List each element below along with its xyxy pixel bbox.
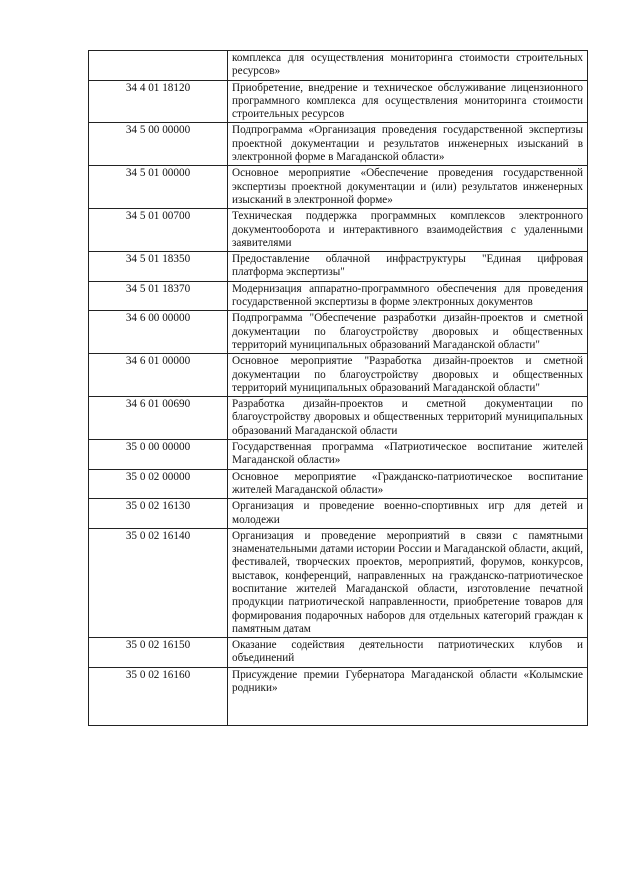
code-cell: 34 5 01 18370 (89, 281, 228, 311)
name-cell: Подпрограмма «Организация проведения государственной экспертизы проектной документации и результатов инженерных изысканий в электронной форме в Магаданской области» (228, 123, 588, 166)
name-cell: Основное мероприятие "Разработка дизайн-проектов и сметной документации по благоустройству дворовых и общественных территорий муниципальных образований Магаданской области" (228, 354, 588, 397)
table-row (89, 123, 588, 166)
name-cell: Предоставление облачной инфраструктуры "Единая цифровая платформа экспертизы" (228, 252, 588, 282)
budget-classification-table (88, 50, 588, 726)
name-cell: Оказание содействия деятельности патриотических клубов и объединений (228, 638, 588, 668)
code-cell: 35 0 02 16160 (89, 667, 228, 725)
table-row (89, 166, 588, 209)
name-cell: Модернизация аппаратно-программного обеспечения для проведения государственной экспертизы в форме электронных документов (228, 281, 588, 311)
table-row (89, 281, 588, 311)
table-row (89, 469, 588, 499)
code-cell: 34 5 01 00700 (89, 209, 228, 252)
code-cell: 35 0 02 16140 (89, 528, 228, 637)
name-cell: комплекса для осуществления мониторинга стоимости строительных ресурсов» (228, 51, 588, 81)
name-cell: Организация и проведение мероприятий в связи с памятными знаменательными датами истории России и Магаданской области, акций, фестивалей, творческих проектов, мероприятий, форумов, конкурсов, выставок, конференций, направленных на гражданско-патриотическое воспитание жителей Магаданской области, изготовление печатной продукции патриотической направленности, приобретение товаров для формирования подарочных наборов для отдельных категорий граждан к памятным датам (228, 528, 588, 637)
code-cell: 35 0 02 16150 (89, 638, 228, 668)
table-row (89, 528, 588, 637)
name-cell: Техническая поддержка программных комплексов электронного документооборота и интерактивного взаимодействия с удаленными заявителями (228, 209, 588, 252)
table-row (89, 209, 588, 252)
code-cell: 34 6 01 00000 (89, 354, 228, 397)
name-cell: Основное мероприятие «Обеспечение проведения государственной экспертизы проектной документации и (или) результатов инженерных изысканий в электронной форме» (228, 166, 588, 209)
table-row (89, 638, 588, 668)
name-cell: Организация и проведение военно-спортивных игр для детей и молодежи (228, 499, 588, 529)
name-cell: Государственная программа «Патриотическое воспитание жителей Магаданской области» (228, 440, 588, 470)
table-row (89, 311, 588, 354)
name-cell: Основное мероприятие «Гражданско-патриотическое воспитание жителей Магаданской области» (228, 469, 588, 499)
code-cell: 35 0 02 16130 (89, 499, 228, 529)
name-cell: Подпрограмма "Обеспечение разработки дизайн-проектов и сметной документации по благоустройству дворовых и общественных территорий муниципальных образований Магаданской области" (228, 311, 588, 354)
code-cell: 34 5 01 00000 (89, 166, 228, 209)
table-row (89, 252, 588, 282)
table-row (89, 440, 588, 470)
code-cell (89, 51, 228, 81)
table-row (89, 80, 588, 123)
name-cell: Приобретение, внедрение и техническое обслуживание лицензионного программного комплекса для осуществления мониторинга стоимости строительных ресурсов (228, 80, 588, 123)
code-cell: 34 5 00 00000 (89, 123, 228, 166)
name-cell: Присуждение премии Губернатора Магаданской области «Колымские родники» (228, 667, 588, 725)
code-cell: 34 5 01 18350 (89, 252, 228, 282)
code-cell: 35 0 02 00000 (89, 469, 228, 499)
table-row (89, 51, 588, 81)
table-row (89, 499, 588, 529)
table-row (89, 354, 588, 397)
code-cell: 34 6 01 00690 (89, 397, 228, 440)
code-cell: 35 0 00 00000 (89, 440, 228, 470)
code-cell: 34 6 00 00000 (89, 311, 228, 354)
table-row (89, 397, 588, 440)
table-row (89, 667, 588, 725)
code-cell: 34 4 01 18120 (89, 80, 228, 123)
name-cell: Разработка дизайн-проектов и сметной документации по благоустройству дворовых и общественных территорий муниципальных образований Магаданской области (228, 397, 588, 440)
